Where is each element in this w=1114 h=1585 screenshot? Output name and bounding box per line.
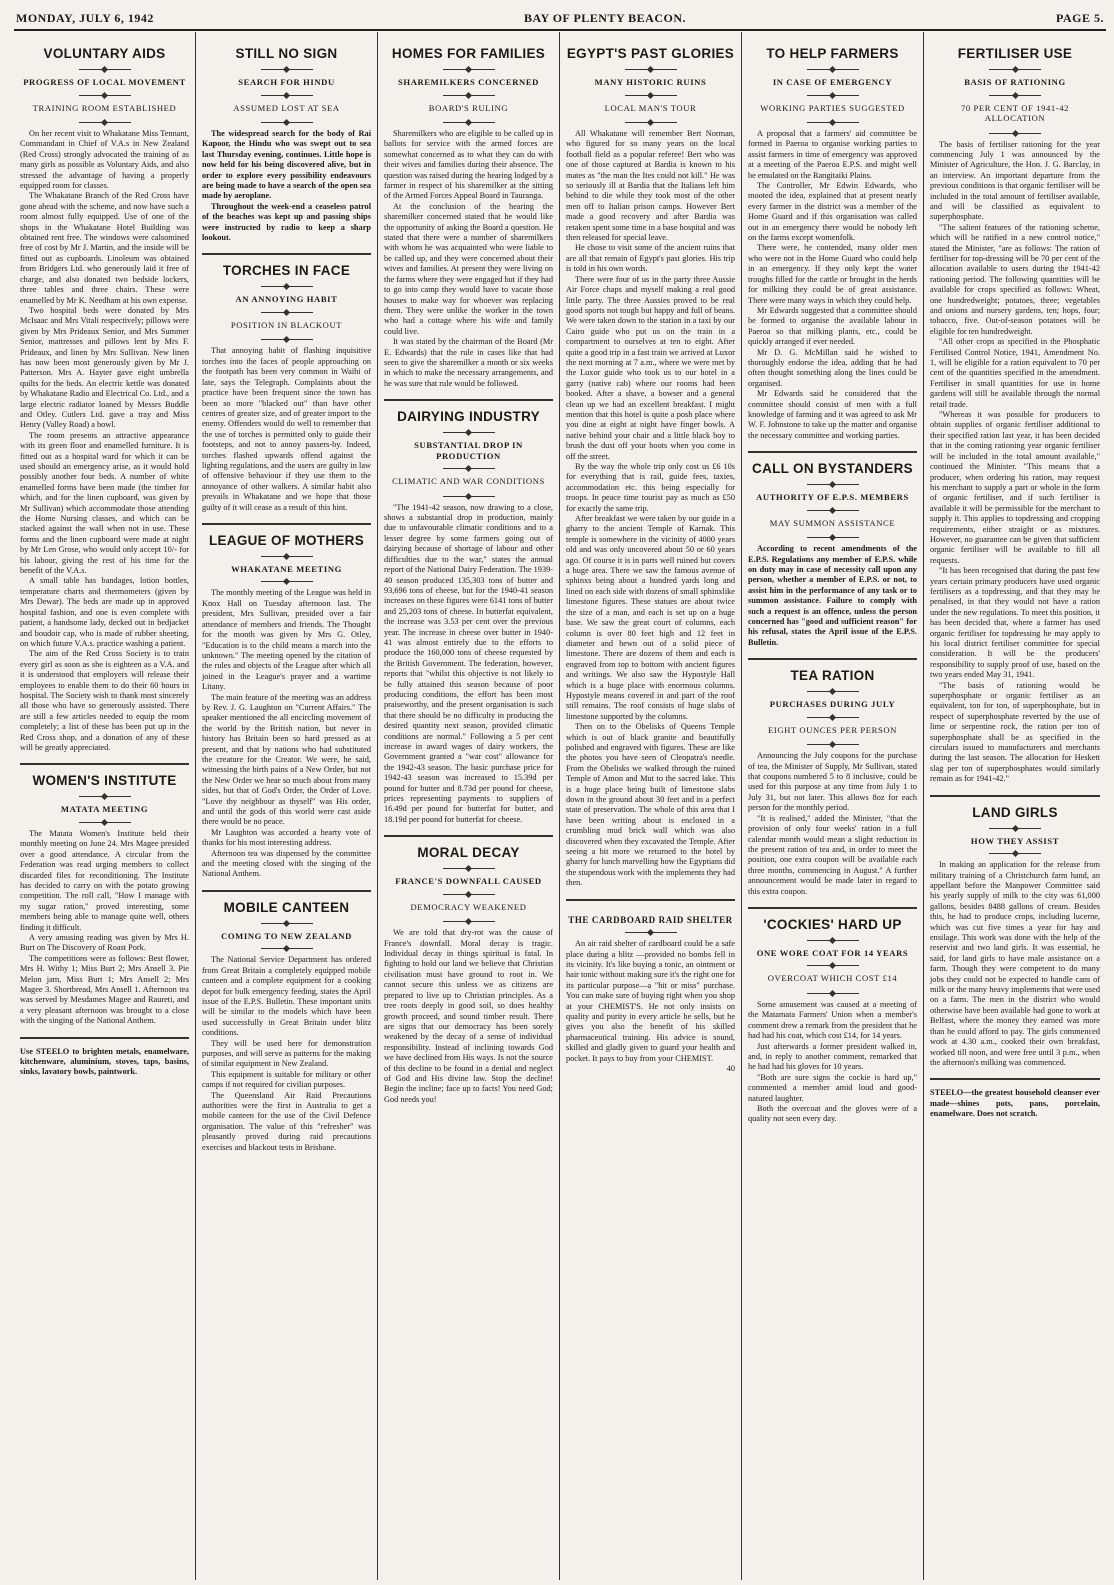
- headline-fertiliser-use: FERTILISER USE: [957, 46, 1073, 61]
- section-rule: [202, 523, 371, 525]
- divider: [807, 537, 859, 538]
- steelo-ad: [20, 1047, 189, 1078]
- divider: [261, 69, 313, 70]
- paragraph: Mr Edwards said he considered that the committee should consist of men with a full knowledge of farming and it was agreed to ask Mr W. F. Johnstone to take up the matter and organise the necessary committee and working parties.: [748, 389, 917, 440]
- headline-cardboard-raid-shelter: THE CARDBOARD RAID SHELTER: [568, 914, 733, 925]
- paragraph: According to recent amendments of the E.P.S. Regulations any member of E.P.S. while on duty may in case of necessity call upon any person, whether a member of E.P.S. or not, to assist him in the performance of any task or to summon assistance. Failure to comply with such a request is an offence, unless the person concerned has "good and sufficient reason" for his refusal, states the April issue of the E.P.S. Bulletin.: [748, 544, 917, 647]
- section-rule: [20, 763, 189, 765]
- paragraph: It was stated by the chairman of the Board (Mr E. Edwards) that the rule in cases like that had seen to give the sharemilker a month or six weeks in which to make the necessary arrangements, and he was sure that rule would be followed.: [384, 337, 553, 388]
- paragraph: A proposal that a farmers' aid committee be formed in Paeroa to organise working parties to assist farmers in time of emergency was approved at a meeting of the Paeroa E.P.S. and might well be emulated on the Rangitaiki Plains.: [748, 129, 917, 180]
- paragraph: "It has been recognised that during the past few years certain primary producers have used organic fertilisers as a topdressing, and that they may be penalised, in that they would not have a ration under the new regulations. To meet this position, it has been decided that, where a farmer has used organic fertiliser for topdressing he may apply to his local district fertiliser committee for special consideration. It will be the producers' responsibility to supply proof of use, based on the two years ended May 31, 1941.: [930, 566, 1100, 680]
- divider: [79, 122, 131, 123]
- paragraph: The monthly meeting of the League was held in Knox Hall on Tuesday afternoon last. The president, Mrs Sullivan, presided over a fair attendance of members and friends. The Thought for the month was given by Mrs G. Otley, "Education is to the child means a march into the unknown." The meeting opened by the citation of the rules and objects of the League after which all joined in the League's prayer and a wartime Litany.: [202, 588, 371, 692]
- headline-cockies-hard-up: 'COCKIES' HARD UP: [763, 916, 902, 932]
- headline-to-help-farmers: TO HELP FARMERS: [766, 46, 899, 61]
- section-rule: [748, 451, 917, 453]
- paragraph: "The salient features of the rationing scheme, which will be ratified in a new control notice," stated the Minister, "are as follows: The ration of fertiliser for top-dressing will be 70 per cent of the allocation available to users during the 1941-42 rationing period. The following quantities will be available for crops specified as follows: Wheat, one hundredweight; potatoes, three; vegetables and onions and nursery gardens, ten; hops, four; tobacco, five. Out-of-season potatoes will be eligible for ten hundredweight.: [930, 222, 1100, 336]
- divider: [989, 69, 1041, 70]
- subhead: IN CASE OF EMERGENCY: [772, 77, 893, 87]
- headline-egypts-past-glories: EGYPT'S PAST GLORIES: [566, 46, 735, 61]
- section-rule: [384, 835, 553, 837]
- steelo-ad: [930, 1088, 1100, 1119]
- divider: [261, 556, 313, 557]
- subhead: LOCAL MAN'S TOUR: [604, 102, 697, 113]
- paragraph: They will be used here for demonstration purposes, and will serve as patterns for the making of similar equipment in New Zealand.: [202, 1038, 371, 1069]
- paragraph: The widespread search for the body of Rai Kapoor, the Hindu who was swept out to sea last Thursday evening, continues. Little hope is now held for his being discovered alive, but in order to explore every possibility endeavours are being made to have a search of the open sea made by aeroplane.: [202, 129, 371, 201]
- paragraph: Then on to the Obelisks of Queens Temple which is out of black granite and beautifully polished and engraved with figures. These are like the photos you have seen of Cleopatra's needle. From the Obelisks we walked through the ruined Temple of Amon and Mut to the sacred lake. This is a huge place being built of limestone slabs down in the ground about 30 feet and in a perfect state of preservation. The whole of this area that I have been writing about is enclosed in a crumbling mud brick wall which was also discovered when they excavated the Temple. After seeing a bit more we returned to the hotel by gharry for lunch marvelling how the Egyptians did the stupendous work with the implements they had then.: [566, 722, 735, 888]
- divider: [261, 312, 313, 313]
- paragraph: The Matata Women's Institute held their monthly meeting on June 24. Mrs Magee presided over a good attendance. A circular from the Federation was read urging members to collect discarded files for reconditioning. The Institute has decided to carry on with the potato growing competition. The roll call, "How I manage with my sugar ration," proved interesting, some members being able to manage quite well, others finding it difficult.: [20, 828, 189, 932]
- paragraph: After breakfast we were taken by our guide in a gharry to the ancient Temple of Karnak. This temple is somewhere in the vicinity of 4000 years old and was only uncovered about 50 or 60 years ago. Of course it is in parts well ruined but covers a huge area. There we saw the famous avenue of sphinxs being about a hundred yards long and lined on each side with dozens of small sphinxlike limestone figures. These statues are about twice the size of a man, and each is set up on a huge base. We saw the great court of columns, each column is over 80 feet high and 12 feet in diameter and hewn out of a solid piece of limestone. There are dozens of them and each is engraved from top to bottom with ancient figures and writings. We also saw the Hypostyle Hall which is a huge place with enormous columns. Hypostyle means covered in and part of the roof still remains. The roof consists of huge slabs of limestone supported by the columns.: [566, 514, 735, 721]
- subhead: ONE WORE COAT FOR 14 YEARS: [756, 947, 909, 958]
- divider: [443, 432, 495, 433]
- newspaper-page: [14, 8, 1106, 1580]
- subhead: AN ANNOYING HABIT: [235, 294, 338, 305]
- paragraph: Mr Laughton was accorded a hearty vote of thanks for his most interesting address.: [202, 827, 371, 848]
- headline-call-on-bystanders: CALL ON BYSTANDERS: [752, 461, 913, 477]
- ad-text: Use STEELO to brighten metals, enamelware, kitchenware, aluminium, stoves, taps, basins, sinks, lavatory bowls, paintwork.: [20, 1046, 189, 1077]
- subhead: SUBSTANTIAL DROP IN PRODUCTION: [414, 440, 523, 461]
- paragraph: There were, he contended, many older men who were not in the Home Guard who could help in an emergency. If they only kept the water troughs filled for the cattle or brought in the herds for milking they could be of great assistance. There were many ways in which they could help.: [748, 243, 917, 305]
- divider: [443, 468, 495, 469]
- paragraph: Mr Edwards suggested that a committee should be formed to organise the available labour in Paeroa so that milking plants, etc., could be quickly arranged if ever needed.: [748, 305, 917, 347]
- divider: [989, 853, 1041, 854]
- divider: [807, 122, 859, 123]
- paragraph: In making an application for the release from military training of a Christchurch farm hand, an appellant before the Manpower Committee said his yearly supply of milk to the city was 61,000 gallons, besides 8488 gallons of cream. Besides this, he had to produce crops, including lucerne, which was cut five times a year for hay and ensilage. This work was done with the help of the reservist and two land girls. It was essential, he said, for land girls to have male assistance on a farm. Though they were competent to do many jobs they could not be expected to handle cans of milk or the many heavy implements that were used on a farm. The men in the district who would otherwise have been available had gone to work at Belfast, where the money they earned was more than he could afford to pay. The girls commenced work at 4.30 a.m., cooked their own breakfast, worked till noon, and were free until 3 p.m., when the afternoon's milking was commenced.: [930, 860, 1100, 1067]
- divider: [807, 717, 859, 718]
- divider: [807, 691, 859, 692]
- divider: [807, 484, 859, 485]
- divider: [443, 122, 495, 123]
- divider: [261, 339, 313, 340]
- subhead: MATATA MEETING: [60, 804, 149, 815]
- column-2: [196, 32, 378, 1580]
- divider: [625, 95, 677, 96]
- paragraph: The main feature of the meeting was an address by Rev. J. G. Laughton on "Current Affairs." The speaker mentioned the all encircling movement of the world by the British nation, but never in history has Britain been so hard pressed as at present, and that by nations who had substituted the creature for the Creator. We were, he said, witnessing the birth pains of a New Order, but not the New Order we hear so much about from many sides, but that of God's Order, the Order of Love. "Love thy neighbour as thyself" was His order, and until the gods of this world were cast aside there would be no peace.: [202, 692, 371, 827]
- headline-tea-ration: TEA RATION: [790, 668, 875, 684]
- subhead: BOARD'S RULING: [428, 102, 509, 113]
- subhead: 70 PER CENT OF 1941-42 ALLOCATION: [960, 102, 1070, 123]
- paragraph: "Both are sure signs the cockie is hard up," commented a member amid loud and good-natured laughter.: [748, 1072, 917, 1103]
- divider: [443, 921, 495, 922]
- ad-text: STEELO—the greatest household cleanser ever made—shines pots, pans, porcelain, enamelware. Does not scratch.: [930, 1088, 1100, 1119]
- paragraph: The room presents an attractive appearance with its green floor and enamelled furniture. It is fitted out as a hospital ward for which it can be used should an emergency arise, as it would hold possibly another four beds. A number of white enamelled forms have been made (the timber for which, and for the linen cupboard, was given by Mr Sullivan) which accommodate those attending the Home Nursing classes, and which can be stacked against the wall when not in use. These forms and the linen cupboard were made at night by Mr Len Grose, who would only accept 10/- for his labour, giving the rest of his time for the benefit of the V.A.s.: [20, 430, 189, 576]
- subhead: CLIMATIC AND WAR CONDITIONS: [392, 476, 545, 487]
- masthead: [14, 8, 1106, 31]
- divider: [443, 95, 495, 96]
- page-number: PAGE 5.: [1056, 11, 1104, 25]
- paragraph: Throughout the week-end a ceaseless patrol of the beaches was kept up and passing ships were instructed by radio to keep a sharp lookout.: [202, 201, 371, 243]
- divider: [79, 822, 131, 823]
- divider: [807, 993, 859, 994]
- section-rule: [930, 1078, 1100, 1080]
- divider: [625, 932, 677, 933]
- divider: [79, 95, 131, 96]
- headline-torches-in-face: TORCHES IN FACE: [222, 263, 351, 279]
- paragraph: The Queensland Air Raid Precautions authorities were the first in Australia to get a mobile canteen for the use of the Civil Defence organisation. The value of this "refresher" was pleasantly proved during raid precautions exercises and blackout tests in Brisbane.: [202, 1090, 371, 1152]
- paragraph: There were four of us in the party three Aussie Air Force chaps and myself making a real good little party. The three Aussies proved to be real good sports not tough but happy and full of beans. We were taken down to the station in a taxi by our Cairo guide who put us on the train in a compartment to ourselves at ten to eight. After quite a good trip in a fast train we arrived at Luxor the next morning at 7 a.m., where we were met by the Luxor guide who took us to our hotel in a garry (native cab) where our rooms had been booked. After a shave, a bowser and a general clean up we had an excellent breakfast. I might mention that this hotel is quite a posh place where you dine at eight at night have finger bowls. A native behind your chair and a little black boy to brush the dust off your boots when you come in off the street.: [566, 274, 735, 461]
- paragraph: The Controller, Mr Edwin Edwards, who mooted the idea, explained that at present nearly every farmer in the district was a member of the Home Guard and if this organisation was called out in an emergency there would be nobody left on the farms except womenfolk.: [748, 181, 917, 243]
- paragraph: The competitions were as follows: Best flower, Mrs H. Withy 1; Miss Burt 2; Mrs Ansell 3. Pie Melon jam, Miss Burt 1; Mrs Ansell 2; Mrs Magee 3. Shortbread, Mrs Ansell 1. Afternoon tea was served by Mesdames Magee and Raureti, and a very pleasant afternoon was brought to a close with the singing of the National Anthem.: [20, 953, 189, 1026]
- divider: [261, 948, 313, 949]
- subhead: MAY SUMMON ASSISTANCE: [769, 517, 896, 528]
- paragraph: He chose to visit some of the ancient ruins that are all that remain of Egypt's past glories. His trip is told in his own words.: [566, 243, 735, 274]
- subhead: AUTHORITY OF E.P.S. MEMBERS: [756, 492, 909, 503]
- section-rule: [384, 399, 553, 401]
- divider: [261, 286, 313, 287]
- paragraph: The National Service Department has ordered from Great Britain a completely equipped mobile canteen and a complete equipment for a cooking depot for bulk emergency feeding, states the April issue of the E.P.S. Bulletin. These important units will be similar to the models which have been used successfully in Great Britain under blitz conditions.: [202, 955, 371, 1038]
- paragraph: We are told that dry-rot was the cause of France's downfall. Moral decay is tragic. Individual decay in things spiritual is fatal. In fighting to hold our land we believe that Christian civilisation must have ground to root in. We cannot secure this unless we as citizens are prepared to live up to Christian principles. As a tree roots deeply in good soil, so does healthy growth proceed, and sound timber result. There are signs that our democracy has been sorely weakened by the decay of a sense of individual responsibility. Instead of inclining towards God we have declined from His ways. Is not the source of this decline to be found in a denial and neglect of God and His divine law. Stop the decline! Begin the incline; face up to facts! You need God; God needs you!: [384, 928, 553, 1104]
- headline-voluntary-aids: VOLUNTARY AIDS: [43, 46, 166, 61]
- subhead: SHAREMILKERS CONCERNED: [398, 77, 539, 87]
- subhead: PROGRESS OF LOCAL MOVEMENT: [23, 77, 186, 87]
- divider: [989, 95, 1041, 96]
- subhead: WHAKATANE MEETING: [231, 563, 342, 574]
- paragraph: The aim of the Red Cross Society is to train every girl as soon as she is eighteen as a V.A. and it is understood that employers will release their employees to enable them to do their 60 hours in hospital. The Society wish to thank most sincerely all those who have so generously assisted. There are still a few articles needed to equip the room completely; a list of these has been put up in the Red Cross shop, and a donation of any of these will be greatly appreciated.: [20, 649, 189, 752]
- subhead: EIGHT OUNCES PER PERSON: [768, 724, 897, 735]
- divider: [261, 923, 313, 924]
- paragraph: Both the overcoat and the gloves were of a quality not seen every day.: [748, 1104, 917, 1124]
- paragraph: A very amusing reading was given by Mrs H. Burt on The Discovery of Roast Pork.: [20, 932, 189, 953]
- paragraph: Two hospital beds were donated by Mrs McIsaac and Mrs Vitali respectively; pillows were given by Mrs Prideaux Senior, and Mrs Summer Senior, mattresses and pillows lent by Mrs F. Prideaux, and linen by Mrs Sullivan. New linen has now been most generously given by Mr J. Patterson. Mrs A. Hayter gave eight umbrella quilts for the beds. An electric kettle was donated by Whakatane Radio and Electrical Co. Ltd., and a large electric radiator loaned by Messrs Buddle and Otley. Cutlers Ltd. gave a tray and Miss Henry (Valley Road) a bowl.: [20, 305, 189, 430]
- subhead: BASIS OF RATIONING: [964, 77, 1066, 87]
- divider: [807, 940, 859, 941]
- divider: [443, 496, 495, 497]
- subhead: HOW THEY ASSIST: [970, 835, 1060, 846]
- headline-moral-decay: MORAL DECAY: [417, 845, 520, 861]
- ad-code: 40: [726, 1064, 735, 1074]
- paragraph: The Whakatane Branch of the Red Cross have gone ahead with the scheme, and now have such a room almost fully equipped. Use of one of the shops in the Whakatane Hotel Building was obtained rent free. The windows were calsomined free of cost by Mr J. Martin, and the inside will be fitted out as cupboards. Linoleum was obtained from Bridgers Ltd. who generously laid it free of charge, and also donated two bedside lockers, three tables and three chairs. These were enamelled by Mr K. Needham at his own expense.: [20, 191, 189, 305]
- column-6: [924, 32, 1106, 1580]
- paragraph: This equipment is suitable for military or other camps if not required for civilian purposes.: [202, 1069, 371, 1090]
- divider: [807, 510, 859, 511]
- divider: [261, 122, 313, 123]
- divider: [989, 828, 1041, 829]
- subhead: OVERCOAT WHICH COST £14: [767, 973, 898, 984]
- subhead: TRAINING ROOM ESTABLISHED: [32, 102, 177, 113]
- divider: [443, 894, 495, 895]
- paragraph: The basis of fertiliser rationing for the year commencing July 1 was announced by the Minister of Agriculture, the Hon. J. G. Barclay, in an interview. An important departure from the previous conditions is that organic fertiliser will be included in the total amount of fertiliser available, and will be classified as equivalent to superphosphate.: [930, 139, 1100, 222]
- paragraph: "All other crops as specified in the Phosphatic Fertilised Control Notice, 1941, Amendment No. 1, will be eligible for a ration equivalent to 70 per cent of the quantities specified in the amendment. Fertiliser in small quantities for use in home gardens will still be available through the normal retail trade.: [930, 337, 1100, 409]
- paragraph: An air raid shelter of cardboard could be a safe place during a blitz —provided no bombs fell in its vicinity. It's like buying a tonic, an ointment or hair tonic without making sure it's the right one for its particular purpose—a "hit or miss" purchase. You can make sure of buying right when you shop at your CHEMIST'S. He not only insists on quality and purity in every article he sells, but he gives you also the benefit of his skilled pharmaceutical training. His advice is sound, skilled and gladly given to guard your health and pocket. It pays to buy from your CHEMIST.: [566, 939, 736, 1063]
- paragraph: Afternoon tea was dispensed by the committee and the meeting closed with the singing of the National Anthem.: [202, 848, 371, 879]
- paragraph: "The 1941-42 season, now drawing to a close, shows a substantial drop in production, mainly due to unfavourable climatic conditions and to a lesser degree by some farmers going out of dairying because of shortage of labour and other difficulties due to the war," states the annual report of the National Dairy Federation. The 1939-40 season produced 135,303 tons of butter and 93,696 tons of cheese, but for the 1940-41 season increases on these figures were 6141 tons of butter and 25,203 tons of cheese. In butterfat equivalent, the increase was 3.53 per cent over the previous year. The increase in cheese over butter in 1940-41 was almost entirely due to the efforts to produce the 160,000 tons of cheese requested by the British Government. The federation, however, reports that "whilst this objective is not likely to be fully attained this season because of poor producing conditions, the effort has been most praiseworthy, and the present organisation is such that there should be no difficulty in producing the desired quantity next season, provided climatic conditions are normal." Following a 5 per cent increase in award wages of dairy workers, the Government granted a "war cost" allowance for the 1942-43 season. The basic purchase price for 1942-43 season was increased to 15.39d per pound for butter and 8.73d per pound for cheese, prices representing payments to suppliers of 16.49d per pound for butterfat for butter, and 18.19d per pound for butterfat for cheese.: [384, 502, 553, 824]
- divider: [79, 796, 131, 797]
- subhead: SEARCH FOR HINDU: [238, 77, 335, 87]
- paragraph: Sharemilkers who are eligible to be called up in ballots for service with the armed forces are somewhat concerned as to what they can do with their wives and families during their absence. The question was raised during the hearing lodged by a farmer in respect of his sharemilker at the sitting of the Armed Forces Appeal Board in Tauranga.: [384, 129, 553, 201]
- paragraph: At the conclusion of the hearing the sharemilker concerned stated that he would like the opportunity of asking the Board a question. He stated that there were a number of sharemilkers with whom he was acquainted who were liable to be called up, and they were concerned about their wives and families. At present they were living on the farms where they were engaged but if they had to go into camp they would have to vacate those houses to make way for whoever was replacing them. They were unlike the worker in the town who had a cottage where his wife and family could live.: [384, 201, 553, 336]
- headline-league-of-mothers: LEAGUE OF MOTHERS: [208, 532, 365, 548]
- paragraph: Some amusement was caused at a meeting of the Matamata Farmers' Union when a member's comment drew a remark from the president that he had had his coat, which cost £14, for 14 years.: [748, 999, 917, 1041]
- headline-mobile-canteen: MOBILE CANTEEN: [223, 899, 350, 915]
- paragraph: Mr D. G. McMillan said he wished to thoroughly endorse the idea, adding that he had often thought something along the lines could be organised.: [748, 347, 917, 388]
- section-rule: [930, 795, 1100, 797]
- paragraph: "It is realised," added the Minister, "that the provision of only four weeks' ration in a full calendar month would mean a slight reduction in the present ration of tea and, in order to meet the position, one extra coupon will be available each three months, commencing in August." A further announcement would be made later in regard to this extra coupon.: [748, 813, 917, 896]
- column-4: [560, 32, 742, 1580]
- divider: [79, 69, 131, 70]
- headline-still-no-sign: STILL NO SIGN: [235, 46, 338, 61]
- subhead: MANY HISTORIC RUINS: [594, 77, 707, 87]
- column-5: [742, 32, 924, 1580]
- divider: [807, 95, 859, 96]
- headline-homes-for-families: HOMES FOR FAMILIES: [391, 46, 546, 61]
- paragraph: On her recent visit to Whakatane Miss Tennant, Commandant in Chief of V.A.s in New Zealand (Red Cross) strongly advocated the training of as many girls as possible as Voluntary Aids, and also stressed the advantage of having a properly equipped room for classes.: [20, 129, 189, 191]
- issue-date: MONDAY, JULY 6, 1942: [16, 11, 154, 25]
- headline-womens-institute: WOMEN'S INSTITUTE: [32, 773, 177, 789]
- divider: [261, 581, 313, 582]
- headline-land-girls: LAND GIRLS: [972, 804, 1058, 820]
- paper-title: BAY OF PLENTY BEACON.: [523, 11, 687, 25]
- divider: [807, 744, 859, 745]
- divider: [625, 69, 677, 70]
- paragraph: "The basis of rationing would be superphosphate or organic fertiliser as an equivalent, ton for ton, of superphosphate, but in respect of superphosphate reverted by the use of lime or serpentine rock, the ration per ton of superphosphate shall be as specified in the circulars issued to manufacturers and merchants during the last season. The allocation for Heskett slag per ton of superphosphates would similarly remain as for 1941-42.": [930, 680, 1100, 784]
- divider: [989, 133, 1041, 134]
- divider: [807, 69, 859, 70]
- divider: [625, 122, 677, 123]
- paragraph: A small table has bandages, lotion bottles, temperature charts and thermometers (given by Mrs Dewar). The beds are made up in approved hospital fashion, and one is even complete with patient, a handsome lady, decked out in bedjacket and boudoir cap, who is made of rubber sheeting, on which future V.A.s. practice washing a patient.: [20, 576, 189, 648]
- paragraph: Announcing the July coupons for the purchase of tea, the Minister of Supply, Mr Sullivan, stated that coupons numbered 5 to 8 inclusive, could be used for this purpose at any time from July 1 to July 31, but not later. This allows 8oz for each person for the monthly period.: [748, 751, 917, 813]
- divider: [443, 69, 495, 70]
- subhead: POSITION IN BLACKOUT: [230, 319, 343, 330]
- section-rule: [20, 1037, 189, 1039]
- subhead: ASSUMED LOST AT SEA: [233, 102, 340, 113]
- subhead: WORKING PARTIES SUGGESTED: [760, 102, 905, 113]
- paragraph: All Whakatane will remember Bert Norman, who figured for so many years on the local football field as a popular referee! Bert who was one of those captured at Bardia is known to his mates as "the man the Ites could not kill." He was so seriously ill at Bardia that the Italians left him behind to die while they took most of the other men off to Italian prison camps. However Bert made a good recovery and after Bardia was retaken spent some time in a base hospital and was then released for special leave.: [566, 129, 735, 243]
- divider: [261, 95, 313, 96]
- headline-dairying-industry: DAIRYING INDUSTRY: [397, 409, 540, 425]
- subhead: PURCHASES DURING JULY: [769, 699, 896, 710]
- paragraph: That annoying habit of flashing inquisitive torches into the faces of people approaching on the footpath has been very common in Waihi of late, says the Telegraph. Complaints about the practice have been frequent since the town has been so more "blacked out" than have other centres of greater size, and of greater import to the enemy. Offenders would do well to remember that the use of torches is permitted only to guide their footsteps, and not to annoy passers-by. Indeed, torches flashed upwards offend against the lighting regulations, and the users are guilty in law of offensive behaviour if they use them to the annoyance of other walkers. A similar habit also prevails in Whakatane and we hope that those guilty of it will cease as a result of this hint.: [202, 346, 371, 512]
- section-rule: [748, 658, 917, 660]
- section-rule: [202, 890, 371, 892]
- section-rule: [202, 253, 371, 255]
- paragraph: "Whereas it was possible for producers to obtain supplies of organic fertiliser additional to their specified ration last year, it has been decided that in the coming rationing year organic fertiliser will be included in the total amount available," continued the Minister. "This means that a producer, when ordering his ration, may request his merchant to supply a part or whole in the form of organic fertiliser, and if such fertiliser is available it will be permissible for the merchant to supply it. This applies to topdressing and cropping requirements, either straight or as mixtures. However, no guarantee can be given that sufficient organic fertiliser will be available to fill all requests.: [930, 410, 1100, 565]
- subhead: FRANCE'S DOWNFALL CAUSED: [395, 876, 542, 887]
- subhead: COMING TO NEW ZEALAND: [221, 930, 352, 941]
- paragraph: Just afterwards a former president walked in, and, in reply to another comment, remarked that he had had his gloves for 10 years.: [748, 1041, 917, 1072]
- divider: [443, 868, 495, 869]
- column-1: [14, 32, 196, 1580]
- section-rule: [566, 899, 735, 901]
- paragraph: By the way the whole trip only cost us £6 10s for everything that is rail, guide fees, taxies, accommodation etc. this being especially for troops. In peace time tourist pay as much as £50 for exactly the same trip.: [566, 462, 735, 513]
- divider: [807, 965, 859, 966]
- column-3: [378, 32, 560, 1580]
- section-rule: [748, 907, 917, 909]
- columns: [14, 32, 1106, 1580]
- subhead: DEMOCRACY WEAKENED: [410, 901, 527, 912]
